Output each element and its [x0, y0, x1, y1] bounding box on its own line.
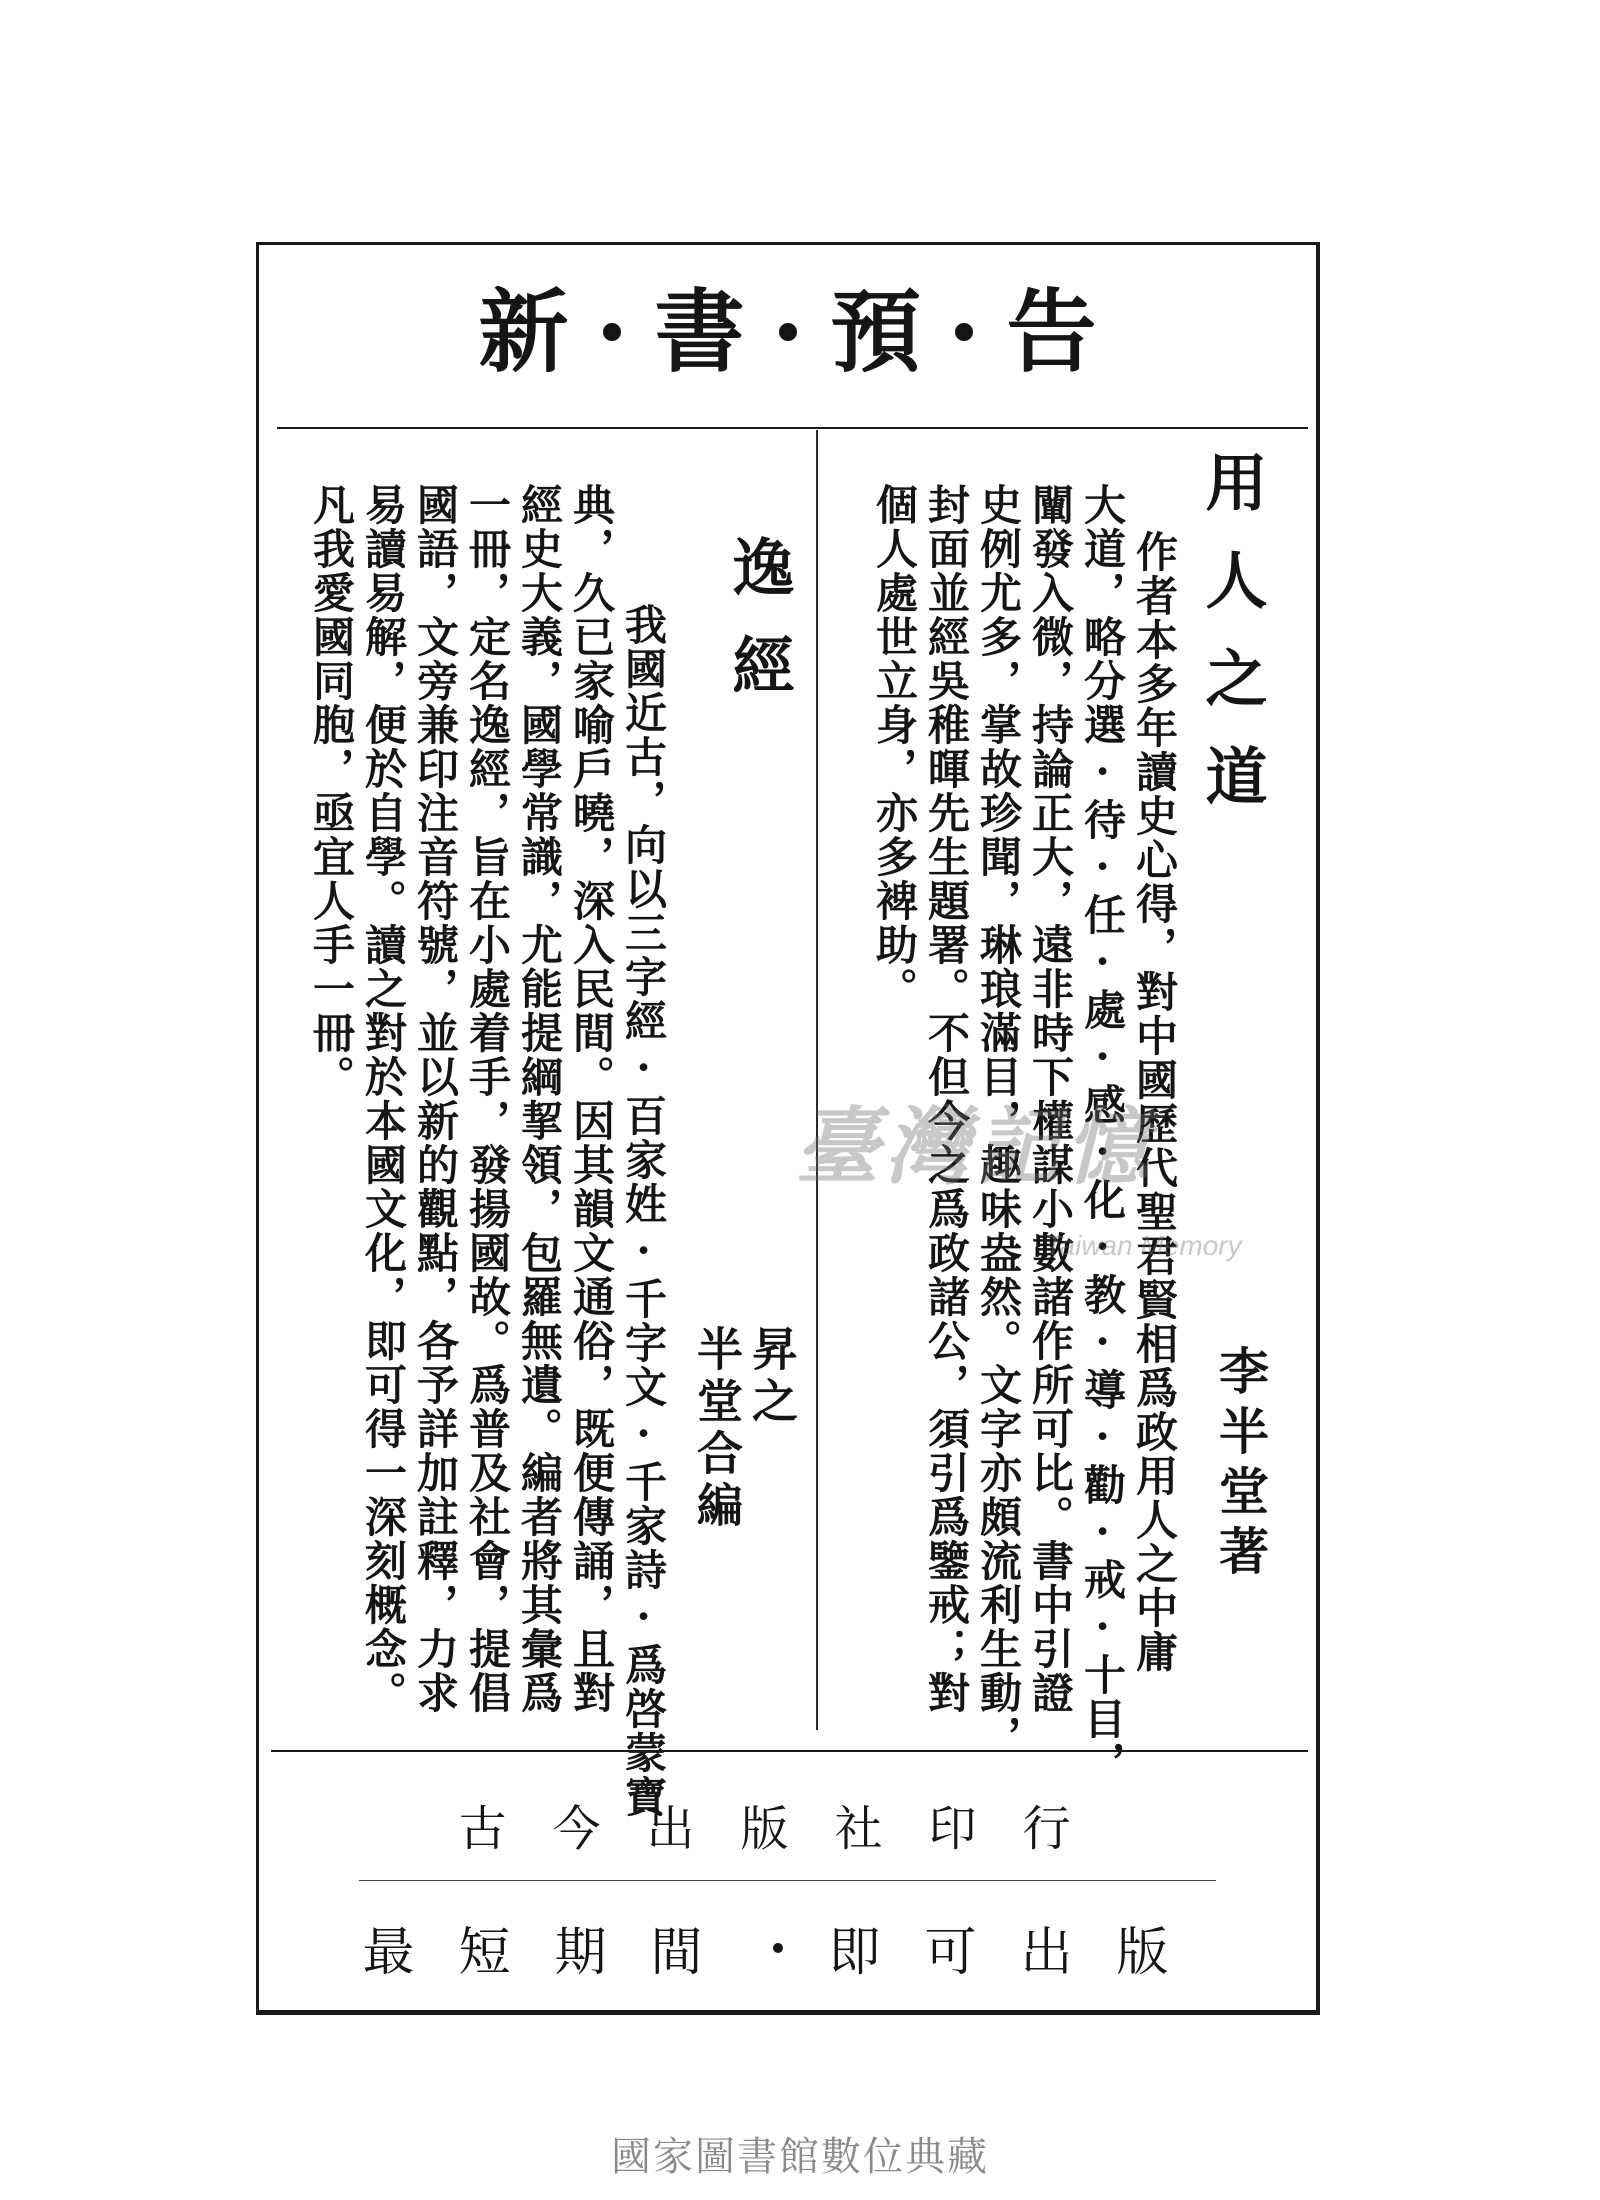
right-book-line-2: 大道，略分選·待·任·處·感·化·教·導·勸·戒·十目，: [1078, 483, 1127, 1785]
right-book-line-5: 封面並經吳稚暉先生題署。不但今之爲政諸公，須引爲鑒戒；對: [922, 483, 971, 1715]
left-book-line-5: 國語，文旁兼印注音符號，並以新的觀點，各予詳加註釋，力求: [411, 483, 460, 1715]
publisher-line: [259, 1790, 1316, 1859]
right-book-title: 用人之道: [1195, 450, 1268, 842]
right-book-line-6: 個人處世立身，亦多裨助。: [870, 483, 919, 1011]
divider-middle: [271, 1750, 1308, 1752]
right-book-author: 李半堂著: [1211, 1345, 1270, 1585]
divider-thin: [359, 1880, 1216, 1881]
left-book-line-2: 典，久已家喻戶曉，深入民間。因其韻文通俗，既便傳誦，且對: [567, 483, 616, 1715]
left-book-line-1: 我國近古，向以三字經·百家姓·千字文·千家詩·爲啓蒙寶: [619, 603, 668, 1819]
left-book-editors-line2: 半堂合編: [690, 1325, 744, 1533]
release-dot-icon: [773, 1943, 783, 1953]
title-char-3: 預: [830, 279, 921, 385]
title-dot-icon: [955, 323, 973, 341]
header-title: [259, 277, 1316, 387]
right-book-line-4: 史例尤多，掌故珍聞，琳琅滿目，趣味盎然。文字亦頗流利生動，: [974, 483, 1023, 1759]
title-char-1: 新: [478, 279, 569, 385]
right-book-line-3: 闡發入微，持論正大，遠非時下權謀小數諸作所可比。書中引證: [1026, 483, 1075, 1715]
release-notice: [259, 1910, 1316, 1985]
publisher-text: 古今出版社印行: [458, 1801, 1117, 1857]
title-char-2: 書: [654, 279, 745, 385]
footer-caption: 國家圖書館數位典藏: [611, 2134, 989, 2180]
left-book-line-6: 易讀易解，便於自學。讀之對於本國文化，即可得一深刻概念。: [359, 483, 408, 1715]
left-book-title: 逸經: [722, 535, 795, 731]
title-dot-icon: [779, 323, 797, 341]
release-notice-part2: 即可出版: [828, 1923, 1213, 1983]
left-book-editors-line1: 昇之: [745, 1325, 799, 1429]
right-book-line-1: 作者本多年讀史心得，對中國歷代聖君賢相爲政用人之中庸: [1130, 530, 1179, 1674]
watermark-subtext: Taiwan Memory: [1045, 1230, 1242, 1261]
divider-top: [277, 427, 1308, 429]
notice-frame: [256, 242, 1320, 2015]
left-book-line-3: 經史大義，國學常識，尤能提綱挈領，包羅無遺。編者將其彙爲: [515, 483, 564, 1715]
divider-vertical: [816, 430, 818, 1730]
left-book-line-4: 一冊，定名逸經，旨在小處着手，發揚國故。爲普及社會，提倡: [463, 483, 512, 1715]
watermark-text: 臺灣記憶: [795, 1097, 1156, 1196]
title-char-4: 告: [1006, 279, 1097, 385]
left-book-line-7: 凡我愛國同胞，亟宜人手一冊。: [307, 483, 356, 1099]
release-notice-part1: 最短期間: [362, 1923, 747, 1983]
title-dot-icon: [603, 323, 621, 341]
